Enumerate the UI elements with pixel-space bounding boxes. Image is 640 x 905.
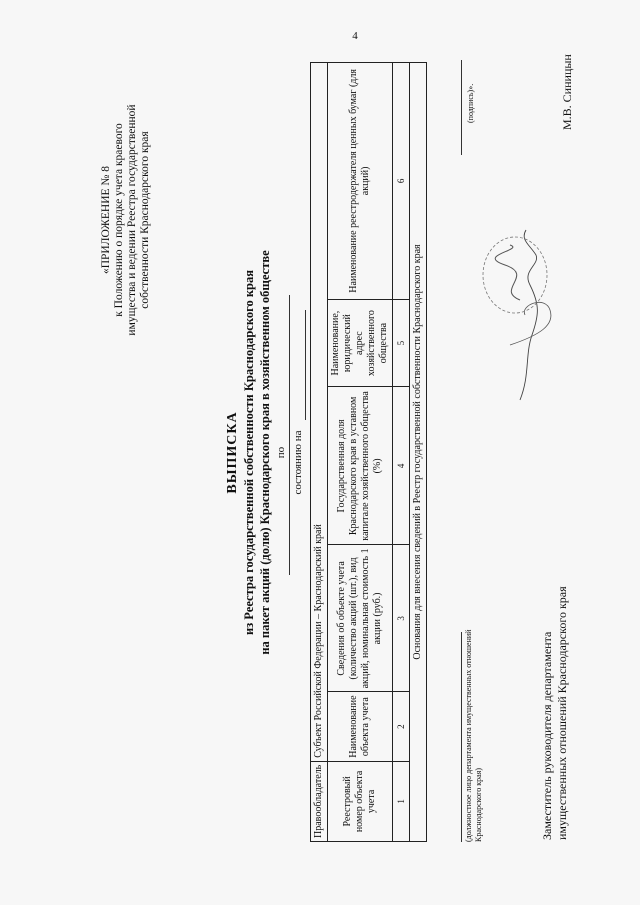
column-number-3: 3 [393,545,410,692]
basis-row: Основания для внесения сведений в Реестр государственной собственности Краснодарского края [410,63,427,842]
column-number-1: 1 [393,761,410,841]
appendix-line-1: «ПРИЛОЖЕНИЕ № 8 [100,166,112,275]
date-blank [304,310,306,420]
signer-title [540,586,570,840]
stamp-mark [475,230,555,320]
column-number-5: 5 [393,299,410,387]
appendix-header [100,50,152,390]
header-object-info: Сведения об объекте учета (количество акций (шт.), вид акций, номинальная стоимость 1 акции (руб.) [328,545,393,692]
position-caption: (должностное лицо департамента имущественных отношений Краснодарского края) [464,629,483,842]
title-line-1: из Реестра государственной собственности Краснодарского края [242,269,256,636]
signer-title-line-2: имущественных отношений Краснодарского края [555,586,569,840]
subject-label-cell: Субъект Российской Федерации – Краснодарский край [311,63,328,762]
registry-table [310,62,427,842]
page-number: 4 [352,30,358,42]
column-number-4: 4 [393,387,410,545]
appendix-line-4: собственности Краснодарского края [139,131,151,309]
column-number-6: 6 [393,63,410,300]
signer-name: М.В. Синицын [560,54,574,130]
position-blank [460,632,462,842]
title-line-4: состоянию на [292,430,304,495]
header-registry-number: Реестровый номер объекта учета [328,761,393,841]
org-name-blank [288,295,290,575]
header-company-address: Наименование, юридический адрес хозяйственного общества [328,299,393,387]
title-line-2: на пакет акций (долю) Краснодарского края в хозяйственном обществе [258,250,272,655]
appendix-line-3: имущества и ведении Реестра государственной [126,104,138,336]
appendix-line-2: к Положению о порядке учета краевого [113,123,125,317]
title-line-3: по [275,446,287,459]
column-number-2: 2 [393,692,410,761]
signature-blank [460,60,462,155]
signer-title-line-1: Заместитель руководителя департамента [540,631,554,840]
document-title: ВЫПИСКА [225,411,240,494]
header-registrar: Наименование реестродержателя ценных бумаг (для акций) [328,63,393,300]
header-state-share: Государственная доля Краснодарского края в уставном капитале хозяйственного общества (%) [328,387,393,545]
header-object-name: Наименование объекта учета [328,692,393,761]
signature-caption: (подпись)». [466,83,475,123]
rotated-document [30,30,630,875]
holder-label-cell: Правообладатель [311,761,328,841]
